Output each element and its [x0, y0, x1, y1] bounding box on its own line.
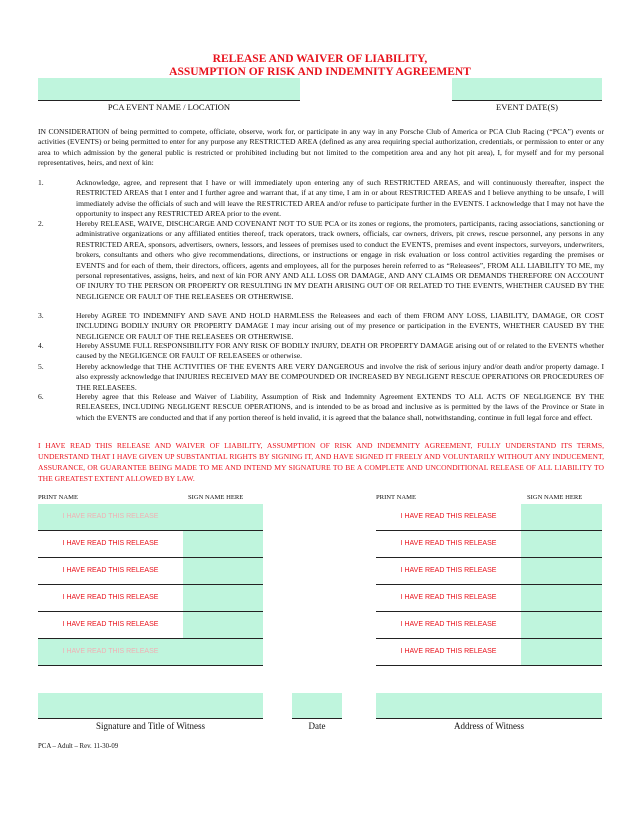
- witness-signature-field[interactable]: [38, 693, 263, 719]
- sign-name-field[interactable]: [521, 585, 602, 611]
- clause-text: Hereby agree that this Release and Waiver of Liability, Assumption of Risk and Indemnity Agreement EXTENDS TO ALL ACTS OF NEGLIGENCE BY THE RELEASEES, INCLUDING NEGLIGENT RESCUE OPERATIONS, and is intended to be as broad and inclusive as is permitted by the laws of the Province or State in which the EVENTS are conducted and that if any portion thereof is held invalid, it is agreed that the balance shall, notwithstanding, continue in full legal force and effect.: [76, 392, 604, 422]
- witness-address-caption: Address of Witness: [454, 721, 524, 731]
- signature-row-right: [376, 504, 602, 531]
- signature-row-right: [376, 612, 602, 639]
- clause-6: [38, 392, 604, 423]
- read-release-label: I HAVE READ THIS RELEASE: [400, 594, 497, 601]
- signature-row-left: [38, 639, 263, 666]
- sign-name-field[interactable]: [183, 639, 263, 665]
- sign-name-header-right: SIGN NAME HERE: [527, 494, 583, 501]
- witness-signature-caption: Signature and Title of Witness: [96, 721, 205, 731]
- signature-row-left: [38, 558, 263, 585]
- event-name-caption: PCA EVENT NAME / LOCATION: [107, 102, 231, 112]
- sign-name-field[interactable]: [183, 585, 263, 611]
- witness-date-field[interactable]: [292, 693, 342, 719]
- document-title-line-1: RELEASE AND WAIVER OF LIABILITY,: [212, 53, 428, 65]
- read-release-label: I HAVE READ THIS RELEASE: [400, 513, 497, 520]
- witness-address-field[interactable]: [376, 693, 602, 719]
- read-release-label: I HAVE READ THIS RELEASE: [62, 540, 159, 547]
- witness-date-caption: Date: [308, 721, 326, 731]
- read-release-label: I HAVE READ THIS RELEASE: [62, 621, 159, 628]
- intro-paragraph: IN CONSIDERATION of being permitted to compete, officiate, observe, work for, or participate in any way in any Porsche Club of America or PCA Club Racing (“PCA”) events or activities (EVENTS) or being permitted to enter for any purpose any RESTRICTED AREA (defined as any area requiring special authorization, credentials, or permission to enter or any area to which admission by the general public is restricted or prohibited including but not limited to the competition area and any hot pit area), I, for myself and for my personal representatives, heirs, and next of kin:: [38, 127, 604, 168]
- revision-footer: PCA – Adult – Rev. 11-30-09: [38, 743, 119, 750]
- event-date-caption: EVENT DATE(S): [496, 102, 558, 112]
- clause-5: [38, 362, 604, 393]
- clause-text: Acknowledge, agree, and represent that I have or will immediately upon entering any of such RESTRICTED AREAS, and will continuously thereafter, inspect the RESTRICTED AREAS that I enter and I further agree and warrant that, if at any time, I am in or about RESTRICTED AREAS and I believe anything to be unsafe, I will immediately advise the officials of such and will leave the RESTRICTED AREA and/or refuse to participate further in the EVENTS. I acknowledge that I may not have the opportunity to inspect any RESTRICTED AREA prior to the event.: [76, 178, 604, 219]
- sign-name-field[interactable]: [521, 612, 602, 638]
- clause-number: 2.: [38, 219, 44, 228]
- read-release-label: I HAVE READ THIS RELEASE: [62, 594, 159, 601]
- clause-text: Hereby AGREE TO INDEMNIFY AND SAVE AND HOLD HARMLESS the Releasees and each of them FROM ANY LOSS, LIABILITY, DAMAGE, OR COST INCLUDING BODILY INJURY OR PROPERTY DAMAGE I may incur arising out of my presence or participation in the EVENTS, WHETHER CAUSED BY THE NEGLIGENCE OR FAULT OF THE RELEASEES OR OTHERWISE.: [76, 311, 604, 341]
- sign-name-field[interactable]: [183, 531, 263, 557]
- clause-2: [38, 219, 604, 302]
- acknowledgement-statement: I HAVE READ THIS RELEASE AND WAIVER OF LIABILITY, ASSUMPTION OF RISK AND INDEMNITY AGREEMENT, FULLY UNDERSTAND ITS TERMS, UNDERSTAND THAT I HAVE GIVEN UP SUBSTANTIAL RIGHTS BY SIGNING IT, AND HAVE SIGNED IT FREELY AND VOLUNTARILY WITHOUT ANY INDUCEMENT, ASSURANCE, OR GUARANTEE BEING MADE TO ME AND INTEND MY SIGNATURE TO BE A COMPLETE AND UNCONDITIONAL RELEASE OF ALL LIABILITY TO THE GREATEST EXTENT ALLOWED BY LAW.: [38, 441, 604, 483]
- print-name-header-right: PRINT NAME: [376, 494, 416, 501]
- sign-name-field[interactable]: [521, 504, 602, 530]
- signature-row-left: [38, 531, 263, 558]
- clause-number: 3.: [38, 311, 44, 320]
- clause-number: 4.: [38, 341, 44, 350]
- read-release-label: I HAVE READ THIS RELEASE: [62, 567, 159, 574]
- clause-number: 1.: [38, 178, 44, 187]
- clause-text: Hereby RELEASE, WAIVE, DISCHCARGE AND COVENANT NOT TO SUE PCA or its zones or regions, the promoters, participants, racing associations, sanctioning or administrative organizations or any affiliated entities thereof, track operators, track owners, officials, car owners, drivers, pit crews, rescue personnel, any persons in any RESTRICTED AREA, sponsors, advertisers, owners, lessors, and lessees of premises used to conduct the EVENTS, premises and event inspectors, surveyors, underwriters, brokers, consultants and others who give recommendations, directions, or instructions or engage in risk evaluation or loss control activities regarding the premises or EVENTS and for each of them, their directors, officers, agents and employees, all for the purposes herein referred to as “Releasees”, FROM ALL LIABILITY TO ME, my personal representatives, assigns, heirs, and next of kin FOR ANY AND ALL LOSS OR DAMAGE, AND ANY CLAIMS OR DEMANDS THEREFORE ON ACCOUNT OF INJURY TO THE PERSON OR PROPERTY OR RESULTING IN MY DEATH ARISING OUT OF OR RELATED TO THE EVENTS, WHETHER CAUSED BY THE NEGLIGENCE OR FAULT OF THE RELEASEES OR OTHERWISE.: [76, 219, 604, 301]
- clause-4: [38, 341, 604, 362]
- read-release-label: I HAVE READ THIS RELEASE: [400, 540, 497, 547]
- event-name-field[interactable]: [38, 78, 300, 101]
- signature-row-right: [376, 585, 602, 612]
- sign-name-field[interactable]: [521, 531, 602, 557]
- sign-name-header-left: SIGN NAME HERE: [188, 494, 244, 501]
- read-release-label: I HAVE READ THIS RELEASE: [400, 621, 497, 628]
- signature-row-left: [38, 612, 263, 639]
- signature-row-left: [38, 504, 263, 531]
- sign-name-field[interactable]: [183, 612, 263, 638]
- read-release-label: I HAVE READ THIS RELEASE: [62, 648, 159, 655]
- read-release-label: I HAVE READ THIS RELEASE: [400, 567, 497, 574]
- read-release-label: I HAVE READ THIS RELEASE: [400, 648, 497, 655]
- sign-name-field[interactable]: [521, 639, 602, 665]
- signature-row-left: [38, 585, 263, 612]
- clause-number: 6.: [38, 392, 44, 401]
- print-name-header-left: PRINT NAME: [38, 494, 78, 501]
- event-date-field[interactable]: [452, 78, 602, 101]
- clause-number: 5.: [38, 362, 44, 371]
- signature-row-right: [376, 639, 602, 666]
- read-release-label: I HAVE READ THIS RELEASE: [62, 513, 159, 520]
- clause-3: [38, 311, 604, 342]
- sign-name-field[interactable]: [183, 558, 263, 584]
- signature-row-right: [376, 531, 602, 558]
- sign-name-field[interactable]: [183, 504, 263, 530]
- sign-name-field[interactable]: [521, 558, 602, 584]
- clause-text: Hereby acknowledge that THE ACTIVITIES OF THE EVENTS ARE VERY DANGEROUS and involve the risk of serious injury and/or death and/or property damage. I also expressly acknowledge that INJURIES RECEIVED MAY BE COMPOUNDED OR INCREASED BY NEGLIGENT RESCUE OPERATIONS OR PROCEDURES OF THE RELEASEES.: [76, 362, 604, 392]
- signature-row-right: [376, 558, 602, 585]
- document-title-line-2: ASSUMPTION OF RISK AND INDEMNITY AGREEMENT: [169, 66, 471, 78]
- clause-1: [38, 178, 604, 220]
- clause-text: Hereby ASSUME FULL RESPONSIBILITY FOR ANY RISK OF BODILY INJURY, DEATH OR PROPERTY DAMAGE arising out of or related to the EVENTS whether caused by the NEGLIGENCE OR FAULT OF RELEASEES or otherwise.: [76, 341, 604, 361]
